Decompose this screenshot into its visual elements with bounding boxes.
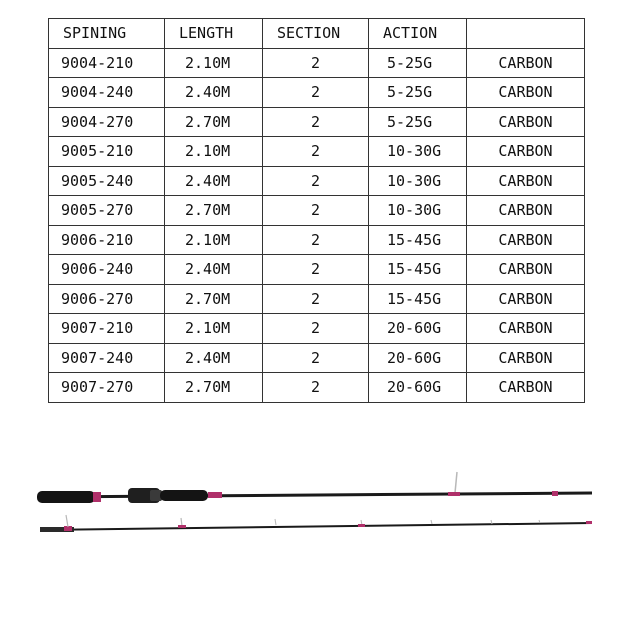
cell-action: 10-30G: [369, 166, 467, 196]
cell-action: 15-45G: [369, 284, 467, 314]
cell-material: CARBON: [467, 166, 585, 196]
cell-length: 2.70M: [165, 284, 263, 314]
cell-length: 2.10M: [165, 225, 263, 255]
cell-action: 5-25G: [369, 78, 467, 108]
cell-model: 9007-240: [49, 343, 165, 373]
cell-material: CARBON: [467, 343, 585, 373]
cell-section: 2: [263, 166, 369, 196]
cell-material: CARBON: [467, 78, 585, 108]
rod-winding: [208, 492, 222, 498]
cell-model: 9005-270: [49, 196, 165, 226]
cell-material: CARBON: [467, 107, 585, 137]
cell-section: 2: [263, 78, 369, 108]
cell-action: 10-30G: [369, 137, 467, 167]
rod-tip-blank: [40, 523, 592, 530]
header-length: LENGTH: [165, 19, 263, 49]
cell-length: 2.10M: [165, 48, 263, 78]
cell-model: 9005-210: [49, 137, 165, 167]
rod-guide: [66, 515, 68, 527]
rod-rear-grip: [37, 491, 95, 503]
cell-material: CARBON: [467, 137, 585, 167]
cell-material: CARBON: [467, 373, 585, 403]
cell-material: CARBON: [467, 225, 585, 255]
table-row: [49, 284, 585, 314]
cell-model: 9004-240: [49, 78, 165, 108]
rod-guide: [539, 520, 540, 523]
table-row: [49, 314, 585, 344]
rod-guide: [455, 472, 457, 493]
cell-action: 20-60G: [369, 343, 467, 373]
spec-body: [49, 48, 585, 402]
cell-length: 2.40M: [165, 78, 263, 108]
table-row: [49, 166, 585, 196]
cell-model: 9004-210: [49, 48, 165, 78]
cell-action: 15-45G: [369, 255, 467, 285]
table-row: [49, 255, 585, 285]
cell-action: 20-60G: [369, 373, 467, 403]
cell-model: 9004-270: [49, 107, 165, 137]
cell-model: 9007-210: [49, 314, 165, 344]
rod-tip-top: [586, 521, 592, 524]
cell-model: 9005-240: [49, 166, 165, 196]
cell-action: 5-25G: [369, 48, 467, 78]
cell-length: 2.70M: [165, 373, 263, 403]
rod-guide: [431, 520, 432, 524]
cell-length: 2.40M: [165, 343, 263, 373]
rod-guide-wrap: [358, 524, 365, 527]
spec-table: [48, 18, 585, 403]
cell-action: 10-30G: [369, 196, 467, 226]
header-action: ACTION: [369, 19, 467, 49]
header-section: SECTION: [263, 19, 369, 49]
cell-model: 9006-240: [49, 255, 165, 285]
cell-material: CARBON: [467, 255, 585, 285]
cell-section: 2: [263, 373, 369, 403]
cell-action: 15-45G: [369, 225, 467, 255]
rod-fore-grip: [160, 490, 208, 501]
cell-length: 2.40M: [165, 255, 263, 285]
table-row: [49, 137, 585, 167]
cell-material: CARBON: [467, 48, 585, 78]
cell-section: 2: [263, 314, 369, 344]
cell-action: 20-60G: [369, 314, 467, 344]
rod-guide-wrap: [178, 525, 186, 528]
header-row: [49, 19, 585, 49]
cell-length: 2.10M: [165, 137, 263, 167]
cell-material: CARBON: [467, 314, 585, 344]
cell-section: 2: [263, 196, 369, 226]
cell-section: 2: [263, 284, 369, 314]
table-row: [49, 196, 585, 226]
header-spining: SPINING: [49, 19, 165, 49]
rod-guide: [181, 518, 182, 526]
table-row: [49, 225, 585, 255]
cell-model: 9006-210: [49, 225, 165, 255]
cell-length: 2.70M: [165, 196, 263, 226]
cell-material: CARBON: [467, 284, 585, 314]
table-row: [49, 107, 585, 137]
rod-ferrule: [552, 491, 558, 496]
rod-grip-ring: [93, 492, 101, 502]
cell-material: CARBON: [467, 196, 585, 226]
cell-section: 2: [263, 48, 369, 78]
cell-model: 9007-270: [49, 373, 165, 403]
table-row: [49, 78, 585, 108]
cell-model: 9006-270: [49, 284, 165, 314]
rod-guide: [275, 519, 276, 525]
header-material: [467, 19, 585, 49]
table-row: [49, 343, 585, 373]
cell-section: 2: [263, 255, 369, 285]
cell-section: 2: [263, 225, 369, 255]
cell-length: 2.70M: [165, 107, 263, 137]
cell-length: 2.10M: [165, 314, 263, 344]
cell-section: 2: [263, 107, 369, 137]
table-row: [49, 48, 585, 78]
cell-section: 2: [263, 137, 369, 167]
cell-action: 5-25G: [369, 107, 467, 137]
cell-length: 2.40M: [165, 166, 263, 196]
rod-guide-wrap: [448, 492, 460, 496]
cell-section: 2: [263, 343, 369, 373]
rod-butt-blank: [40, 493, 592, 497]
fishing-rod-image: [0, 460, 630, 550]
table-row: [49, 373, 585, 403]
